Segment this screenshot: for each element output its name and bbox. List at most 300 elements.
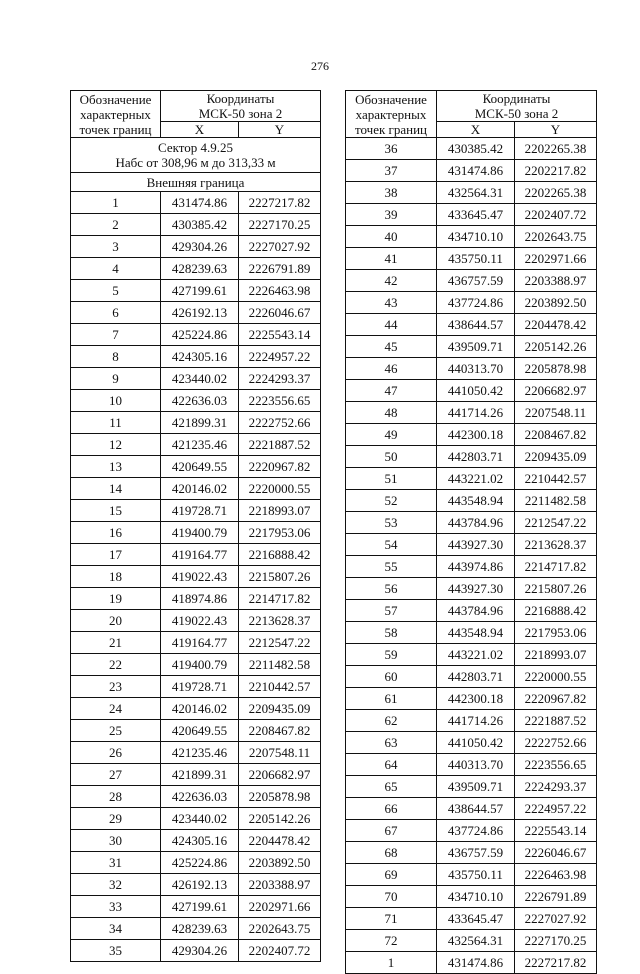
y-coordinate: 2203388.97 bbox=[239, 874, 321, 896]
table-row bbox=[346, 446, 597, 468]
table-row bbox=[346, 270, 597, 292]
table-row bbox=[346, 490, 597, 512]
table-row bbox=[71, 302, 321, 324]
point-number: 70 bbox=[346, 886, 437, 908]
point-number: 57 bbox=[346, 600, 437, 622]
table-row bbox=[71, 896, 321, 918]
x-coordinate: 434710.10 bbox=[437, 886, 515, 908]
y-coordinate: 2220967.82 bbox=[515, 688, 597, 710]
x-coordinate: 425224.86 bbox=[161, 324, 239, 346]
table-row bbox=[346, 314, 597, 336]
y-coordinate: 2202265.38 bbox=[515, 138, 597, 160]
point-number: 55 bbox=[346, 556, 437, 578]
point-number: 72 bbox=[346, 930, 437, 952]
y-coordinate: 2227170.25 bbox=[515, 930, 597, 952]
table-row bbox=[71, 412, 321, 434]
coordinates-table-right bbox=[345, 90, 597, 974]
table-row bbox=[346, 182, 597, 204]
y-coordinate: 2208467.82 bbox=[239, 720, 321, 742]
x-coordinate: 438644.57 bbox=[437, 798, 515, 820]
point-number: 58 bbox=[346, 622, 437, 644]
y-coordinate: 2226791.89 bbox=[239, 258, 321, 280]
point-number: 14 bbox=[71, 478, 161, 500]
table-row bbox=[346, 930, 597, 952]
coordinates-header bbox=[437, 91, 597, 122]
point-number: 68 bbox=[346, 842, 437, 864]
point-number: 52 bbox=[346, 490, 437, 512]
point-number: 63 bbox=[346, 732, 437, 754]
table-row bbox=[346, 556, 597, 578]
header-label-line3: точек границ bbox=[79, 121, 152, 137]
point-number: 33 bbox=[71, 896, 161, 918]
table-row bbox=[346, 688, 597, 710]
y-coordinate: 2223556.65 bbox=[515, 754, 597, 776]
point-number: 3 bbox=[71, 236, 161, 258]
point-number: 34 bbox=[71, 918, 161, 940]
y-coordinate: 2227027.92 bbox=[239, 236, 321, 258]
x-coordinate: 426192.13 bbox=[161, 302, 239, 324]
table-row bbox=[71, 940, 321, 962]
coordinates-header bbox=[161, 91, 321, 122]
x-coordinate: 427199.61 bbox=[161, 896, 239, 918]
header-label-line3: точек границ bbox=[354, 121, 428, 137]
point-number: 43 bbox=[346, 292, 437, 314]
y-coordinate: 2224957.22 bbox=[239, 346, 321, 368]
table-row bbox=[71, 544, 321, 566]
table-row bbox=[346, 710, 597, 732]
table-row bbox=[71, 698, 321, 720]
point-number: 21 bbox=[71, 632, 161, 654]
y-coordinate: 2225543.14 bbox=[239, 324, 321, 346]
x-coordinate: 419400.79 bbox=[161, 654, 239, 676]
y-coordinate: 2212547.22 bbox=[515, 512, 597, 534]
y-coordinate: 2224957.22 bbox=[515, 798, 597, 820]
y-column-header: Y bbox=[515, 122, 597, 138]
table-row bbox=[346, 754, 597, 776]
header-label-line2: характерных bbox=[80, 106, 151, 122]
y-coordinate: 2208467.82 bbox=[515, 424, 597, 446]
point-number: 39 bbox=[346, 204, 437, 226]
table-row bbox=[346, 358, 597, 380]
y-coordinate: 2206682.97 bbox=[239, 764, 321, 786]
table-row bbox=[346, 578, 597, 600]
table-row bbox=[346, 622, 597, 644]
y-coordinate: 2213628.37 bbox=[239, 610, 321, 632]
table-row bbox=[71, 500, 321, 522]
x-coordinate: 419164.77 bbox=[161, 632, 239, 654]
y-coordinate: 2222752.66 bbox=[515, 732, 597, 754]
y-coordinate: 2211482.58 bbox=[239, 654, 321, 676]
table-row bbox=[71, 764, 321, 786]
table-row bbox=[346, 600, 597, 622]
point-number: 10 bbox=[71, 390, 161, 412]
point-number: 35 bbox=[71, 940, 161, 962]
point-number: 49 bbox=[346, 424, 437, 446]
table-row bbox=[346, 732, 597, 754]
point-number: 32 bbox=[71, 874, 161, 896]
table-row bbox=[346, 468, 597, 490]
table-row bbox=[71, 654, 321, 676]
table-row bbox=[71, 610, 321, 632]
x-coordinate: 435750.11 bbox=[437, 864, 515, 886]
x-coordinate: 443221.02 bbox=[437, 644, 515, 666]
point-number: 12 bbox=[71, 434, 161, 456]
table-row bbox=[71, 786, 321, 808]
point-number: 20 bbox=[71, 610, 161, 632]
table-row bbox=[71, 324, 321, 346]
y-coordinate: 2205878.98 bbox=[239, 786, 321, 808]
x-coordinate: 432564.31 bbox=[437, 930, 515, 952]
point-number: 9 bbox=[71, 368, 161, 390]
x-coordinate: 419728.71 bbox=[161, 500, 239, 522]
y-coordinate: 2226046.67 bbox=[239, 302, 321, 324]
x-coordinate: 428239.63 bbox=[161, 918, 239, 940]
table-row bbox=[346, 226, 597, 248]
y-coordinate: 2203892.50 bbox=[239, 852, 321, 874]
coordinates-table-left bbox=[70, 90, 321, 962]
table-row bbox=[71, 346, 321, 368]
y-coordinate: 2202643.75 bbox=[515, 226, 597, 248]
point-label-header bbox=[71, 91, 161, 138]
point-number: 46 bbox=[346, 358, 437, 380]
x-coordinate: 443927.30 bbox=[437, 578, 515, 600]
point-number: 26 bbox=[71, 742, 161, 764]
y-coordinate: 2209435.09 bbox=[515, 446, 597, 468]
y-coordinate: 2209435.09 bbox=[239, 698, 321, 720]
point-number: 38 bbox=[346, 182, 437, 204]
y-coordinate: 2202265.38 bbox=[515, 182, 597, 204]
y-coordinate: 2215807.26 bbox=[515, 578, 597, 600]
point-number: 66 bbox=[346, 798, 437, 820]
x-coordinate: 443548.94 bbox=[437, 622, 515, 644]
sector-title-cell bbox=[71, 138, 321, 173]
x-coordinate: 433645.47 bbox=[437, 204, 515, 226]
x-coordinate: 426192.13 bbox=[161, 874, 239, 896]
y-coordinate: 2203388.97 bbox=[515, 270, 597, 292]
x-coordinate: 441714.26 bbox=[437, 402, 515, 424]
point-label-header bbox=[346, 91, 437, 138]
header-label-line1: Обозначение bbox=[79, 91, 152, 107]
x-coordinate: 425224.86 bbox=[161, 852, 239, 874]
x-coordinate: 429304.26 bbox=[161, 236, 239, 258]
table-row bbox=[346, 248, 597, 270]
x-coordinate: 420649.55 bbox=[161, 720, 239, 742]
x-coordinate: 420146.02 bbox=[161, 698, 239, 720]
x-coordinate: 441714.26 bbox=[437, 710, 515, 732]
x-coordinate: 419400.79 bbox=[161, 522, 239, 544]
x-coordinate: 428239.63 bbox=[161, 258, 239, 280]
point-number: 29 bbox=[71, 808, 161, 830]
table-row bbox=[71, 390, 321, 412]
point-number: 69 bbox=[346, 864, 437, 886]
x-coordinate: 442803.71 bbox=[437, 666, 515, 688]
point-number: 13 bbox=[71, 456, 161, 478]
x-coordinate: 427199.61 bbox=[161, 280, 239, 302]
table-row bbox=[346, 138, 597, 160]
x-coordinate: 421899.31 bbox=[161, 412, 239, 434]
y-coordinate: 2211482.58 bbox=[515, 490, 597, 512]
y-coordinate: 2217953.06 bbox=[239, 522, 321, 544]
point-number: 1 bbox=[346, 952, 437, 974]
point-number: 54 bbox=[346, 534, 437, 556]
point-number: 11 bbox=[71, 412, 161, 434]
y-coordinate: 2202407.72 bbox=[239, 940, 321, 962]
x-coordinate: 432564.31 bbox=[437, 182, 515, 204]
y-coordinate: 2210442.57 bbox=[515, 468, 597, 490]
x-coordinate: 423440.02 bbox=[161, 368, 239, 390]
x-coordinate: 418974.86 bbox=[161, 588, 239, 610]
x-coordinate: 420146.02 bbox=[161, 478, 239, 500]
table-row bbox=[346, 336, 597, 358]
x-column-header: X bbox=[161, 122, 239, 138]
y-coordinate: 2226046.67 bbox=[515, 842, 597, 864]
y-coordinate: 2227170.25 bbox=[239, 214, 321, 236]
point-number: 62 bbox=[346, 710, 437, 732]
point-number: 61 bbox=[346, 688, 437, 710]
y-coordinate: 2212547.22 bbox=[239, 632, 321, 654]
x-coordinate: 419164.77 bbox=[161, 544, 239, 566]
table-row bbox=[346, 864, 597, 886]
point-number: 50 bbox=[346, 446, 437, 468]
table-row bbox=[71, 918, 321, 940]
page-number: 276 bbox=[311, 59, 329, 73]
y-column-header: Y bbox=[239, 122, 321, 138]
point-number: 64 bbox=[346, 754, 437, 776]
table-row bbox=[346, 886, 597, 908]
header-coords-line2: МСК-50 зона 2 bbox=[474, 106, 559, 121]
y-coordinate: 2217953.06 bbox=[515, 622, 597, 644]
table-row bbox=[71, 830, 321, 852]
point-number: 37 bbox=[346, 160, 437, 182]
table-row bbox=[71, 566, 321, 588]
y-coordinate: 2202971.66 bbox=[515, 248, 597, 270]
table-row bbox=[346, 534, 597, 556]
table-row bbox=[71, 720, 321, 742]
table-row bbox=[346, 424, 597, 446]
x-coordinate: 435750.11 bbox=[437, 248, 515, 270]
point-number: 42 bbox=[346, 270, 437, 292]
table-row bbox=[346, 160, 597, 182]
point-number: 4 bbox=[71, 258, 161, 280]
table-row bbox=[71, 676, 321, 698]
y-coordinate: 2224293.37 bbox=[515, 776, 597, 798]
point-number: 41 bbox=[346, 248, 437, 270]
table-row bbox=[346, 204, 597, 226]
table-row bbox=[346, 512, 597, 534]
y-coordinate: 2226791.89 bbox=[515, 886, 597, 908]
y-coordinate: 2222752.66 bbox=[239, 412, 321, 434]
point-number: 25 bbox=[71, 720, 161, 742]
table-row bbox=[71, 192, 321, 214]
x-coordinate: 440313.70 bbox=[437, 358, 515, 380]
y-coordinate: 2207548.11 bbox=[515, 402, 597, 424]
point-number: 2 bbox=[71, 214, 161, 236]
point-number: 31 bbox=[71, 852, 161, 874]
boundary-title: Внешняя граница bbox=[71, 173, 321, 192]
x-coordinate: 436757.59 bbox=[437, 842, 515, 864]
point-number: 15 bbox=[71, 500, 161, 522]
x-coordinate: 441050.42 bbox=[437, 380, 515, 402]
y-coordinate: 2226463.98 bbox=[239, 280, 321, 302]
x-coordinate: 424305.16 bbox=[161, 346, 239, 368]
point-number: 40 bbox=[346, 226, 437, 248]
table-row bbox=[71, 456, 321, 478]
point-number: 6 bbox=[71, 302, 161, 324]
table-row bbox=[71, 588, 321, 610]
point-number: 67 bbox=[346, 820, 437, 842]
x-coordinate: 430385.42 bbox=[161, 214, 239, 236]
left-table-body bbox=[71, 138, 321, 962]
x-column-header: X bbox=[437, 122, 515, 138]
point-number: 5 bbox=[71, 280, 161, 302]
point-number: 1 bbox=[71, 192, 161, 214]
table-row bbox=[346, 402, 597, 424]
y-coordinate: 2207548.11 bbox=[239, 742, 321, 764]
point-number: 22 bbox=[71, 654, 161, 676]
table-row bbox=[346, 776, 597, 798]
x-coordinate: 423440.02 bbox=[161, 808, 239, 830]
x-coordinate: 443974.86 bbox=[437, 556, 515, 578]
y-coordinate: 2221887.52 bbox=[239, 434, 321, 456]
y-coordinate: 2220967.82 bbox=[239, 456, 321, 478]
point-number: 27 bbox=[71, 764, 161, 786]
point-number: 36 bbox=[346, 138, 437, 160]
y-coordinate: 2202217.82 bbox=[515, 160, 597, 182]
y-coordinate: 2214717.82 bbox=[239, 588, 321, 610]
x-coordinate: 422636.03 bbox=[161, 390, 239, 412]
table-row bbox=[71, 258, 321, 280]
right-table-body bbox=[346, 138, 597, 974]
point-number: 8 bbox=[71, 346, 161, 368]
x-coordinate: 442300.18 bbox=[437, 688, 515, 710]
header-coords-line1: Координаты bbox=[206, 91, 275, 106]
x-coordinate: 436757.59 bbox=[437, 270, 515, 292]
table-row bbox=[71, 808, 321, 830]
x-coordinate: 443221.02 bbox=[437, 468, 515, 490]
x-coordinate: 421899.31 bbox=[161, 764, 239, 786]
header-coords-line2: МСК-50 зона 2 bbox=[198, 106, 283, 121]
y-coordinate: 2204478.42 bbox=[515, 314, 597, 336]
x-coordinate: 421235.46 bbox=[161, 742, 239, 764]
point-number: 45 bbox=[346, 336, 437, 358]
table-row bbox=[346, 666, 597, 688]
x-coordinate: 443548.94 bbox=[437, 490, 515, 512]
point-number: 59 bbox=[346, 644, 437, 666]
point-number: 7 bbox=[71, 324, 161, 346]
point-number: 51 bbox=[346, 468, 437, 490]
sector-abs-range: Набс от 308,96 м до 313,33 м bbox=[115, 155, 276, 170]
x-coordinate: 419728.71 bbox=[161, 676, 239, 698]
y-coordinate: 2202971.66 bbox=[239, 896, 321, 918]
y-coordinate: 2210442.57 bbox=[239, 676, 321, 698]
y-coordinate: 2205878.98 bbox=[515, 358, 597, 380]
x-coordinate: 442803.71 bbox=[437, 446, 515, 468]
table-row bbox=[71, 632, 321, 654]
table-row bbox=[71, 478, 321, 500]
table-row bbox=[346, 908, 597, 930]
x-coordinate: 431474.86 bbox=[437, 952, 515, 974]
y-coordinate: 2218993.07 bbox=[239, 500, 321, 522]
table-row bbox=[346, 292, 597, 314]
point-number: 56 bbox=[346, 578, 437, 600]
point-number: 16 bbox=[71, 522, 161, 544]
table-row bbox=[71, 522, 321, 544]
x-coordinate: 438644.57 bbox=[437, 314, 515, 336]
x-coordinate: 439509.71 bbox=[437, 776, 515, 798]
point-number: 71 bbox=[346, 908, 437, 930]
header-coords-line1: Координаты bbox=[482, 91, 551, 106]
x-coordinate: 430385.42 bbox=[437, 138, 515, 160]
y-coordinate: 2225543.14 bbox=[515, 820, 597, 842]
x-coordinate: 422636.03 bbox=[161, 786, 239, 808]
table-row bbox=[346, 380, 597, 402]
point-number: 30 bbox=[71, 830, 161, 852]
x-coordinate: 440313.70 bbox=[437, 754, 515, 776]
x-coordinate: 433645.47 bbox=[437, 908, 515, 930]
table-row bbox=[71, 434, 321, 456]
x-coordinate: 439509.71 bbox=[437, 336, 515, 358]
table-row bbox=[71, 742, 321, 764]
point-number: 23 bbox=[71, 676, 161, 698]
y-coordinate: 2206682.97 bbox=[515, 380, 597, 402]
table-row bbox=[71, 280, 321, 302]
point-number: 60 bbox=[346, 666, 437, 688]
y-coordinate: 2220000.55 bbox=[515, 666, 597, 688]
point-number: 17 bbox=[71, 544, 161, 566]
header-label-line2: характерных bbox=[355, 106, 427, 122]
y-coordinate: 2202643.75 bbox=[239, 918, 321, 940]
header-label-line1: Обозначение bbox=[355, 91, 427, 107]
point-number: 44 bbox=[346, 314, 437, 336]
y-coordinate: 2223556.65 bbox=[239, 390, 321, 412]
table-row bbox=[346, 820, 597, 842]
y-coordinate: 2227217.82 bbox=[515, 952, 597, 974]
x-coordinate: 419022.43 bbox=[161, 610, 239, 632]
y-coordinate: 2215807.26 bbox=[239, 566, 321, 588]
x-coordinate: 441050.42 bbox=[437, 732, 515, 754]
table-row bbox=[71, 852, 321, 874]
table-row bbox=[71, 214, 321, 236]
y-coordinate: 2226463.98 bbox=[515, 864, 597, 886]
x-coordinate: 429304.26 bbox=[161, 940, 239, 962]
x-coordinate: 420649.55 bbox=[161, 456, 239, 478]
y-coordinate: 2214717.82 bbox=[515, 556, 597, 578]
y-coordinate: 2227027.92 bbox=[515, 908, 597, 930]
x-coordinate: 443784.96 bbox=[437, 600, 515, 622]
point-number: 18 bbox=[71, 566, 161, 588]
point-number: 47 bbox=[346, 380, 437, 402]
x-coordinate: 443784.96 bbox=[437, 512, 515, 534]
y-coordinate: 2203892.50 bbox=[515, 292, 597, 314]
y-coordinate: 2216888.42 bbox=[515, 600, 597, 622]
table-row bbox=[346, 842, 597, 864]
y-coordinate: 2213628.37 bbox=[515, 534, 597, 556]
x-coordinate: 434710.10 bbox=[437, 226, 515, 248]
y-coordinate: 2224293.37 bbox=[239, 368, 321, 390]
sector-title: Сектор 4.9.25 bbox=[157, 140, 233, 155]
point-number: 19 bbox=[71, 588, 161, 610]
y-coordinate: 2204478.42 bbox=[239, 830, 321, 852]
y-coordinate: 2216888.42 bbox=[239, 544, 321, 566]
x-coordinate: 431474.86 bbox=[437, 160, 515, 182]
point-number: 48 bbox=[346, 402, 437, 424]
point-number: 65 bbox=[346, 776, 437, 798]
x-coordinate: 443927.30 bbox=[437, 534, 515, 556]
table-row bbox=[71, 874, 321, 896]
y-coordinate: 2202407.72 bbox=[515, 204, 597, 226]
y-coordinate: 2205142.26 bbox=[515, 336, 597, 358]
table-row bbox=[346, 644, 597, 666]
